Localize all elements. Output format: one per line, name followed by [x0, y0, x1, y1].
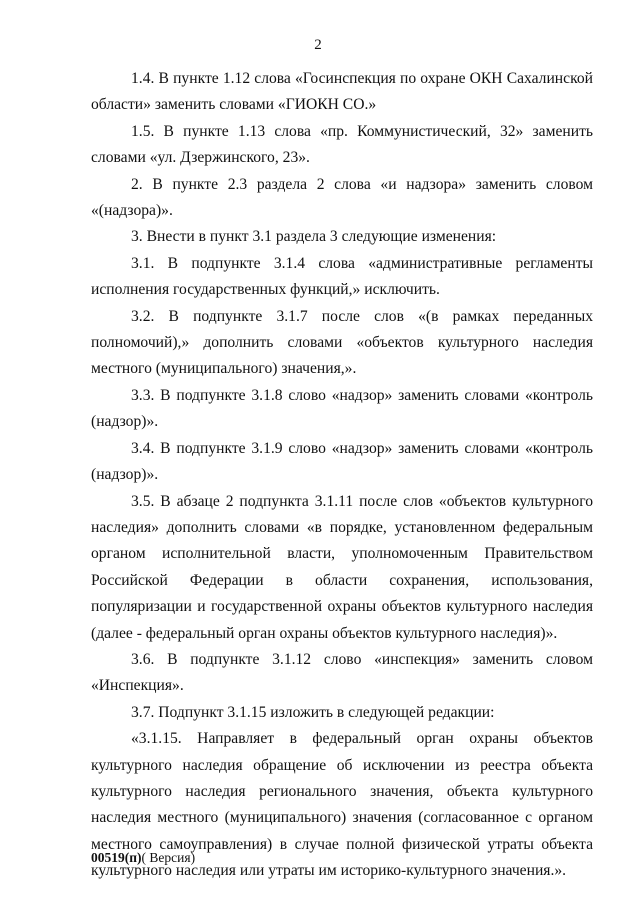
paragraph-3-7: 3.7. Подпункт 3.1.15 изложить в следующей редакции: — [131, 703, 495, 721]
paragraph-1-4: 1.4. В пункте 1.12 слова «Госинспекция по охране ОКН Сахалинской области» заменить словами «ГИОКН СО.» — [91, 70, 593, 114]
document-code: 00519(п) — [91, 850, 142, 865]
paragraph-3-6: 3.6. В подпункте 3.1.12 слово «инспекция» заменить словом «Инспекция». — [91, 650, 593, 695]
paragraph-3-1-15-quote: «3.1.15. Направляет в федеральный орган охраны объектов культурного наследия обращение об исключении из реестра объекта культурного наследия регионального значения, объекта культурного наследия местного (муниципального) значения (согласованное с органом местного самоуправления) в случае полной физической утраты объекта культурного наследия или утраты им историко-культурного значения.». — [91, 730, 593, 880]
paragraph-2: 2. В пункте 2.3 раздела 2 слова «и надзора» заменить словом «(надзора)». — [91, 175, 593, 220]
document-body — [91, 66, 593, 885]
paragraph-3-1: 3.1. В подпункте 3.1.4 слова «административные регламенты исполнения государственных функций,» исключить. — [91, 254, 593, 299]
paragraph-3-3: 3.3. В подпункте 3.1.8 слово «надзор» заменить словами «контроль (надзор)». — [91, 386, 593, 431]
paragraph-3-5: 3.5. В абзаце 2 подпункта 3.1.11 после слов «объектов культурного наследия» дополнить словами «в порядке, установленном федеральным органом исполнительной власти, уполномоченным Правительством Российской Федерации в области сохранения, использования, популяризации и государственной охраны объектов культурного наследия (далее - федеральный орган охраны объектов культурного наследия)». — [91, 492, 593, 642]
document-footer — [91, 849, 195, 867]
paragraph-3: 3. Внести в пункт 3.1 раздела 3 следующие изменения: — [131, 228, 497, 246]
paragraph-1-5: 1.5. В пункте 1.13 слова «пр. Коммунистический, 32» заменить словами «ул. Дзержинского, 23». — [91, 122, 593, 167]
paragraph-3-4: 3.4. В подпункте 3.1.9 слово «надзор» заменить словами «контроль (надзор)». — [91, 439, 593, 484]
page-number: 2 — [314, 37, 322, 53]
paragraph-3-2: 3.2. В подпункте 3.1.7 после слов «(в рамках переданных полномочий),» дополнить словами «объектов культурного наследия местного (муниципального) значения,». — [91, 307, 593, 378]
version-label: ( Версия) — [141, 850, 196, 865]
